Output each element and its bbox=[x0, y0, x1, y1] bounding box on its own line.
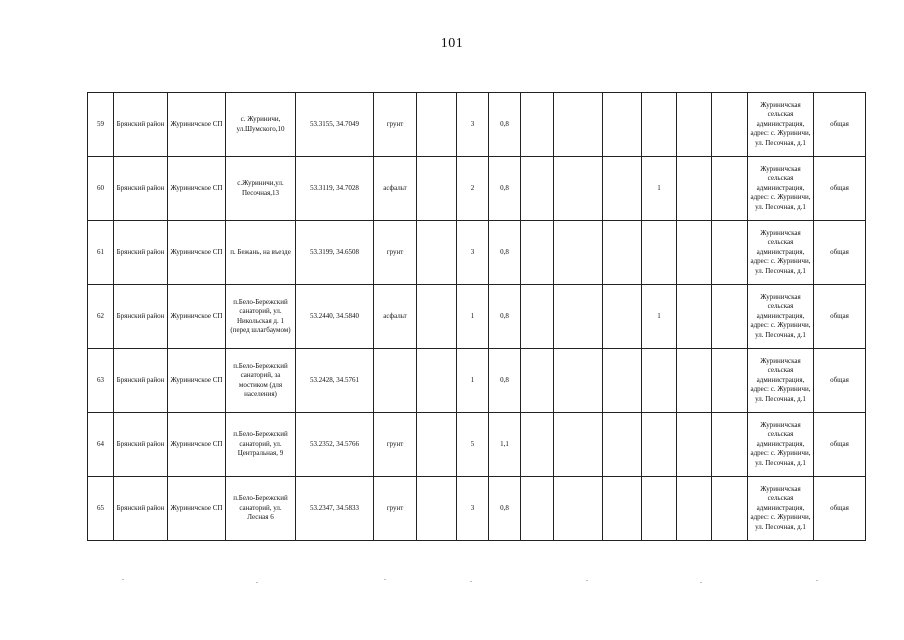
page-number: 101 bbox=[440, 36, 464, 51]
location-cell: с.Журиничи,ул. Песочная,13 bbox=[226, 157, 296, 221]
row-number-cell: 62 bbox=[88, 285, 114, 349]
column-15-cell bbox=[712, 477, 748, 541]
column-13-cell bbox=[642, 477, 677, 541]
column-13-cell bbox=[642, 221, 677, 285]
column-11-cell bbox=[554, 413, 603, 477]
table-row bbox=[88, 93, 866, 157]
column-14-cell bbox=[677, 285, 712, 349]
column-7-cell bbox=[417, 413, 457, 477]
district-cell: Брянский район bbox=[114, 413, 168, 477]
surface-type-cell bbox=[374, 349, 417, 413]
district-cell: Брянский район bbox=[114, 221, 168, 285]
surface-type-cell: грунт bbox=[374, 221, 417, 285]
settlement-cell: Журиничское СП bbox=[168, 413, 226, 477]
owner-cell: Журиничская сельская администрация, адрес: с. Журиничи, ул. Песочная, д.1 bbox=[748, 477, 814, 541]
container-count-cell: 2 bbox=[457, 157, 489, 221]
owner-cell: Журиничская сельская администрация, адрес: с. Журиничи, ул. Песочная, д.1 bbox=[748, 349, 814, 413]
coordinates-cell: 53.2440, 34.5840 bbox=[296, 285, 374, 349]
usage-cell: общая bbox=[814, 349, 866, 413]
column-14-cell bbox=[677, 221, 712, 285]
column-12-cell bbox=[603, 477, 642, 541]
column-13-cell bbox=[642, 93, 677, 157]
surface-type-cell: грунт bbox=[374, 413, 417, 477]
surface-type-cell: асфальт bbox=[374, 285, 417, 349]
container-volume-cell: 0,8 bbox=[489, 93, 521, 157]
row-number-cell: 65 bbox=[88, 477, 114, 541]
location-cell: п. Бежань, на въезде bbox=[226, 221, 296, 285]
column-7-cell bbox=[417, 93, 457, 157]
column-7-cell bbox=[417, 157, 457, 221]
row-number-cell: 61 bbox=[88, 221, 114, 285]
district-cell: Брянский район bbox=[114, 285, 168, 349]
surface-type-cell: грунт bbox=[374, 477, 417, 541]
usage-cell: общая bbox=[814, 93, 866, 157]
location-cell: п.Бело-Бережский санаторий, ул. Никольская д. 1 (перед шлагбаумом) bbox=[226, 285, 296, 349]
usage-cell: общая bbox=[814, 413, 866, 477]
settlement-cell: Журиничское СП bbox=[168, 285, 226, 349]
coordinates-cell: 53.3119, 34.7028 bbox=[296, 157, 374, 221]
row-number-cell: 60 bbox=[88, 157, 114, 221]
settlement-cell: Журиничское СП bbox=[168, 477, 226, 541]
column-10-cell bbox=[521, 349, 554, 413]
coordinates-cell: 53.3199, 34.6508 bbox=[296, 221, 374, 285]
column-12-cell bbox=[603, 413, 642, 477]
coordinates-cell: 53.2347, 34.5833 bbox=[296, 477, 374, 541]
column-14-cell bbox=[677, 413, 712, 477]
column-15-cell bbox=[712, 413, 748, 477]
column-14-cell bbox=[677, 477, 712, 541]
column-15-cell bbox=[712, 221, 748, 285]
container-count-cell: 3 bbox=[457, 93, 489, 157]
container-volume-cell: 0,8 bbox=[489, 285, 521, 349]
column-15-cell bbox=[712, 285, 748, 349]
column-11-cell bbox=[554, 93, 603, 157]
container-volume-cell: 0,8 bbox=[489, 349, 521, 413]
coordinates-cell: 53.2352, 34.5766 bbox=[296, 413, 374, 477]
surface-type-cell: грунт bbox=[374, 93, 417, 157]
district-cell: Брянский район bbox=[114, 349, 168, 413]
table-row bbox=[88, 157, 866, 221]
column-12-cell bbox=[603, 349, 642, 413]
owner-cell: Журиничская сельская администрация, адрес: с. Журиничи, ул. Песочная, д.1 bbox=[748, 413, 814, 477]
column-11-cell bbox=[554, 477, 603, 541]
district-cell: Брянский район bbox=[114, 157, 168, 221]
container-site-registry-table bbox=[87, 92, 866, 541]
location-cell: п.Бело-Бережский санаторий, ул. Центральная, 9 bbox=[226, 413, 296, 477]
usage-cell: общая bbox=[814, 157, 866, 221]
settlement-cell: Журиничское СП bbox=[168, 157, 226, 221]
column-13-cell bbox=[642, 413, 677, 477]
table-row bbox=[88, 477, 866, 541]
column-10-cell bbox=[521, 477, 554, 541]
column-12-cell bbox=[603, 221, 642, 285]
row-number-cell: 64 bbox=[88, 413, 114, 477]
column-7-cell bbox=[417, 221, 457, 285]
container-volume-cell: 0,8 bbox=[489, 157, 521, 221]
container-count-cell: 5 bbox=[457, 413, 489, 477]
container-count-cell: 3 bbox=[457, 477, 489, 541]
column-15-cell bbox=[712, 93, 748, 157]
owner-cell: Журиничская сельская администрация, адрес: с. Журиничи, ул. Песочная, д.1 bbox=[748, 285, 814, 349]
district-cell: Брянский район bbox=[114, 93, 168, 157]
table-row bbox=[88, 413, 866, 477]
container-volume-cell: 0,8 bbox=[489, 221, 521, 285]
column-13-cell: 1 bbox=[642, 285, 677, 349]
column-11-cell bbox=[554, 221, 603, 285]
column-10-cell bbox=[521, 157, 554, 221]
coordinates-cell: 53.3155, 34.7049 bbox=[296, 93, 374, 157]
column-12-cell bbox=[603, 285, 642, 349]
column-10-cell bbox=[521, 413, 554, 477]
column-7-cell bbox=[417, 285, 457, 349]
usage-cell: общая bbox=[814, 477, 866, 541]
location-cell: с. Журиничи, ул.Шумского,10 bbox=[226, 93, 296, 157]
column-7-cell bbox=[417, 349, 457, 413]
column-12-cell bbox=[603, 157, 642, 221]
location-cell: п.Бело-Бережский санаторий, ул. Лесная 6 bbox=[226, 477, 296, 541]
column-11-cell bbox=[554, 285, 603, 349]
column-7-cell bbox=[417, 477, 457, 541]
column-11-cell bbox=[554, 349, 603, 413]
column-15-cell bbox=[712, 349, 748, 413]
table-row bbox=[88, 221, 866, 285]
column-12-cell bbox=[603, 93, 642, 157]
settlement-cell: Журиничское СП bbox=[168, 93, 226, 157]
column-13-cell bbox=[642, 349, 677, 413]
column-11-cell bbox=[554, 157, 603, 221]
container-count-cell: 3 bbox=[457, 221, 489, 285]
table-row bbox=[88, 285, 866, 349]
row-number-cell: 59 bbox=[88, 93, 114, 157]
column-10-cell bbox=[521, 221, 554, 285]
owner-cell: Журиничская сельская администрация, адрес: с. Журиничи, ул. Песочная, д.1 bbox=[748, 93, 814, 157]
column-15-cell bbox=[712, 157, 748, 221]
column-14-cell bbox=[677, 349, 712, 413]
column-14-cell bbox=[677, 93, 712, 157]
container-count-cell: 1 bbox=[457, 285, 489, 349]
container-volume-cell: 1,1 bbox=[489, 413, 521, 477]
coordinates-cell: 53.2428, 34.5761 bbox=[296, 349, 374, 413]
location-cell: п.Бело-Бережский санаторий, за мостиком (для населения) bbox=[226, 349, 296, 413]
row-number-cell: 63 bbox=[88, 349, 114, 413]
column-14-cell bbox=[677, 157, 712, 221]
owner-cell: Журиничская сельская администрация, адрес: с. Журиничи, ул. Песочная, д.1 bbox=[748, 157, 814, 221]
settlement-cell: Журиничское СП bbox=[168, 349, 226, 413]
column-13-cell: 1 bbox=[642, 157, 677, 221]
container-volume-cell: 0,8 bbox=[489, 477, 521, 541]
column-10-cell bbox=[521, 285, 554, 349]
owner-cell: Журиничская сельская администрация, адрес: с. Журиничи, ул. Песочная, д.1 bbox=[748, 221, 814, 285]
usage-cell: общая bbox=[814, 285, 866, 349]
container-count-cell: 1 bbox=[457, 349, 489, 413]
settlement-cell: Журиничское СП bbox=[168, 221, 226, 285]
usage-cell: общая bbox=[814, 221, 866, 285]
district-cell: Брянский район bbox=[114, 477, 168, 541]
surface-type-cell: асфальт bbox=[374, 157, 417, 221]
table-row bbox=[88, 349, 866, 413]
column-10-cell bbox=[521, 93, 554, 157]
